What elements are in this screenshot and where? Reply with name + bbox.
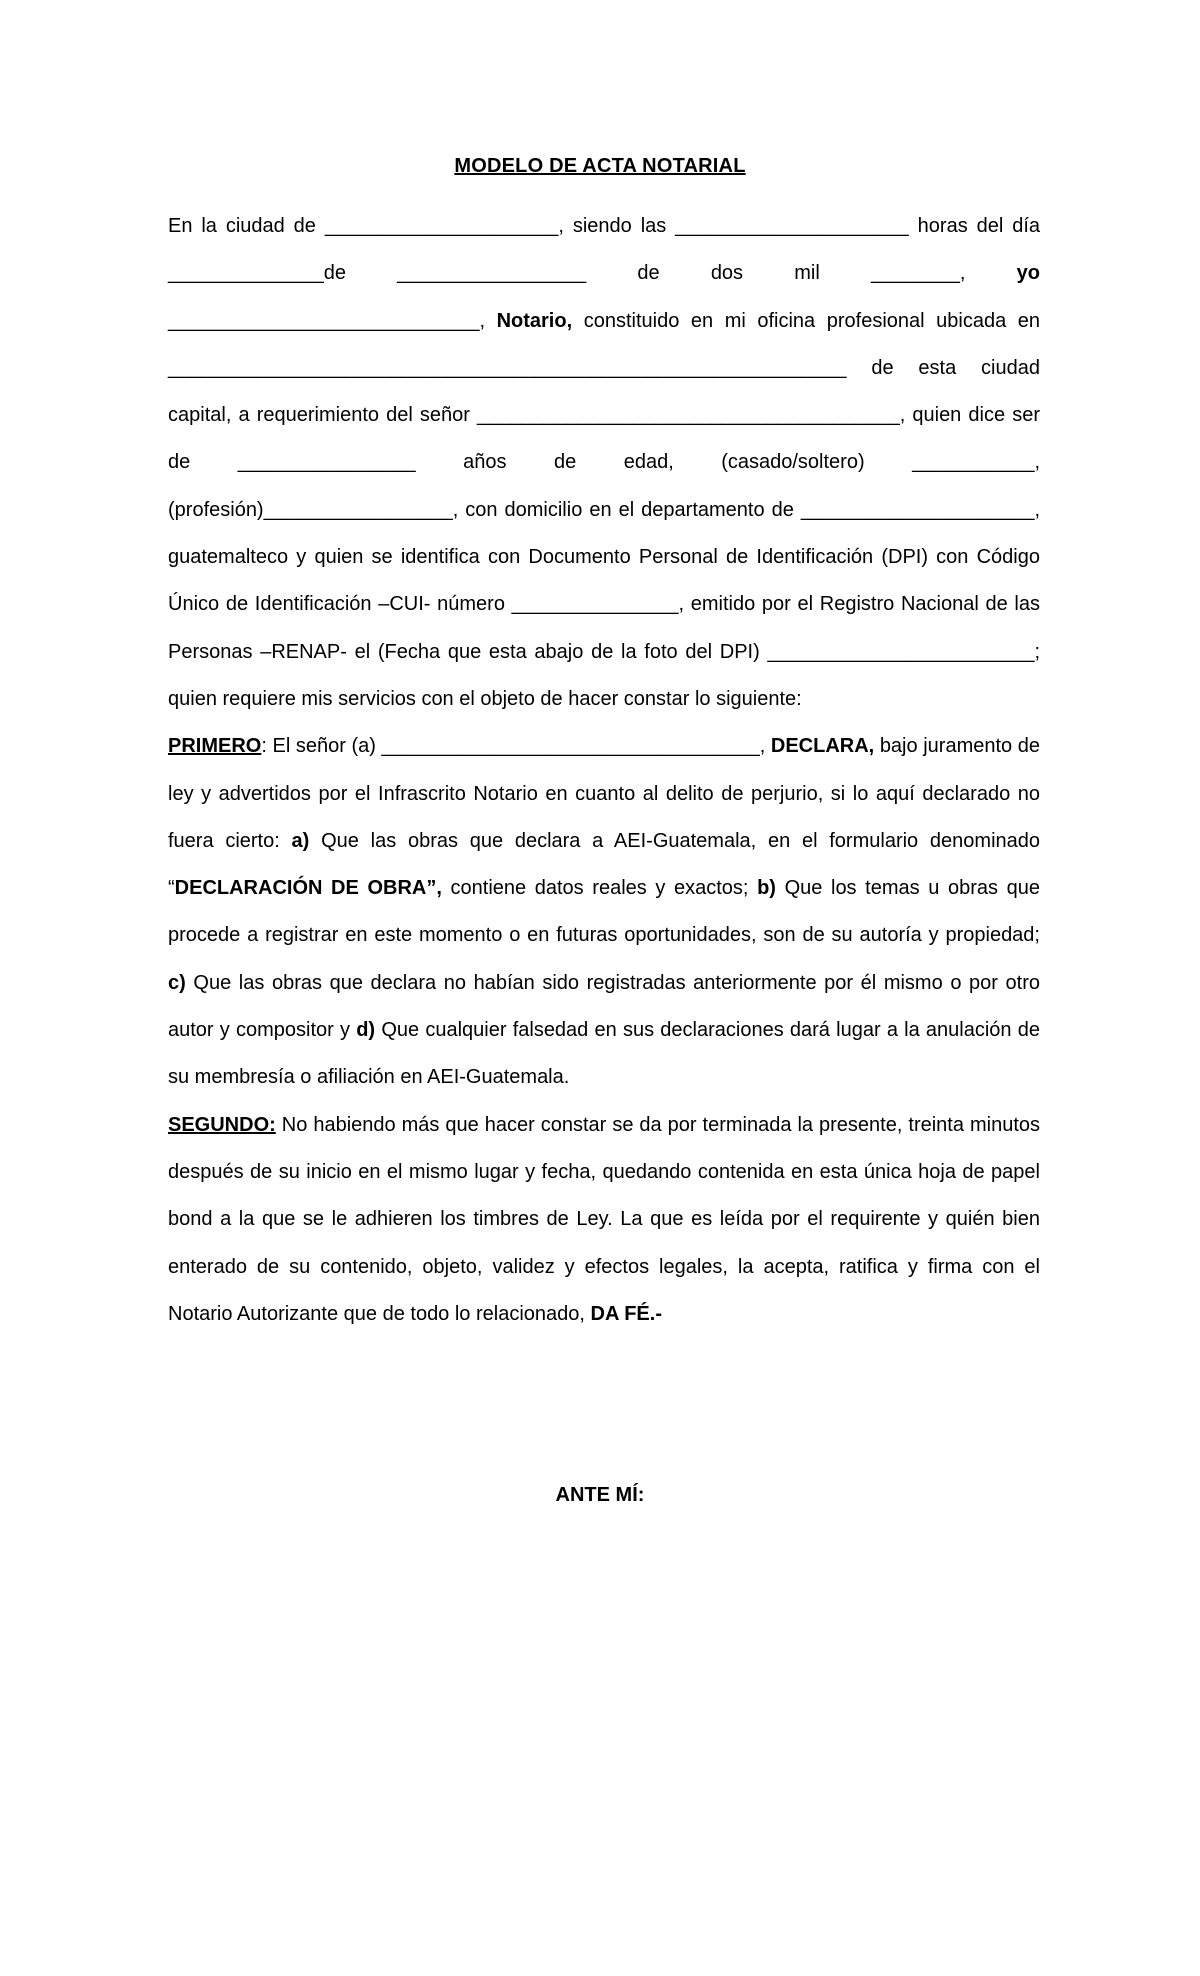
intro-text-1: En la ciudad de _____________________, siendo las _____________________ horas del día ______________de _________________ de dos mil ________, (168, 215, 1040, 285)
intro-notario: Notario, (496, 309, 573, 332)
item-c-label: c) (168, 971, 186, 994)
primero-text-6: Que las obras que declara no habían sido registradas anteriormente por él mismo o por otro autor y compositor y (168, 971, 1040, 1042)
intro-text-2: ____________________________, (168, 309, 497, 332)
primero-declara: DECLARA, (770, 735, 875, 758)
primero-text-1: El señor (a) __________________________________, (266, 735, 771, 758)
document-title: MODELO DE ACTA NOTARIAL (454, 155, 746, 177)
declaracion-de-obra: DECLARACIÓN DE OBRA”, (174, 877, 442, 900)
segundo-label: SEGUNDO: (168, 1113, 276, 1136)
intro-paragraph (168, 203, 1040, 723)
primero-text-7: Que cualquier falsedad en sus declaraciones dará lugar a la anulación de su membresía o afiliación en AEI-Guatemala. (168, 1019, 1040, 1089)
primero-colon: : (261, 735, 267, 758)
item-b-label: b) (757, 877, 776, 900)
ante-mi-signature: ANTE MÍ: (555, 1484, 645, 1506)
intro-yo: yo (1016, 262, 1040, 285)
primero-label: PRIMERO (168, 735, 262, 758)
segundo-text: No habiendo más que hacer constar se da por terminada la presente, treinta minutos después de su inicio en el mismo lugar y fecha, quedando contenida en esta única hoja de papel bond a la que se le adhieren los timbres de Ley. La que es leída por el requirente y quién bien enterado de su contenido, objeto, validez y efectos legales, la acepta, ratifica y firma con el Notario Autorizante que de todo lo relacionado, (168, 1113, 1040, 1325)
item-a-label: a) (291, 829, 310, 852)
primero-text-3: Que las obras que declara a AEI-Guatemala, en el formulario denominado “ (168, 829, 1041, 900)
primero-text-2: bajo juramento de ley y advertidos por el Infrascrito Notario en cuanto al delito de perjurio, si lo aquí declarado no fuera cierto: (168, 735, 1040, 852)
primero-text-4: contiene datos reales y exactos; (441, 877, 758, 900)
document-body (168, 203, 1040, 1338)
segundo-clause (168, 1102, 1040, 1338)
item-d-label: d) (356, 1019, 376, 1042)
primero-clause (168, 723, 1040, 1101)
primero-text-5: Que los temas u obras que procede a registrar en este momento o en futuras oportunidades, son de su autoría y propiedad; (168, 877, 1040, 947)
intro-text-3: constituido en mi oficina profesional ubicada en _____________________________________________________________ de esta ciudad capital, a requerimiento del señor ______________________________________, quien dice ser de ________________ años de edad, (casado/soltero) ___________, (profesión)_________________, con domicilio en el departamento de _____________________, guatemalteco y quien se identifica con Documento Personal de Identificación (DPI) con Código Único de Identificación –CUI- número _______________, emitido por el Registro Nacional de las Personas –RENAP- el (Fecha que esta abajo de la foto del DPI) ________________________; quien requiere mis servicios con el objeto de hacer constar lo siguiente: (168, 309, 1041, 710)
da-fe: DA FÉ.- (590, 1302, 662, 1325)
